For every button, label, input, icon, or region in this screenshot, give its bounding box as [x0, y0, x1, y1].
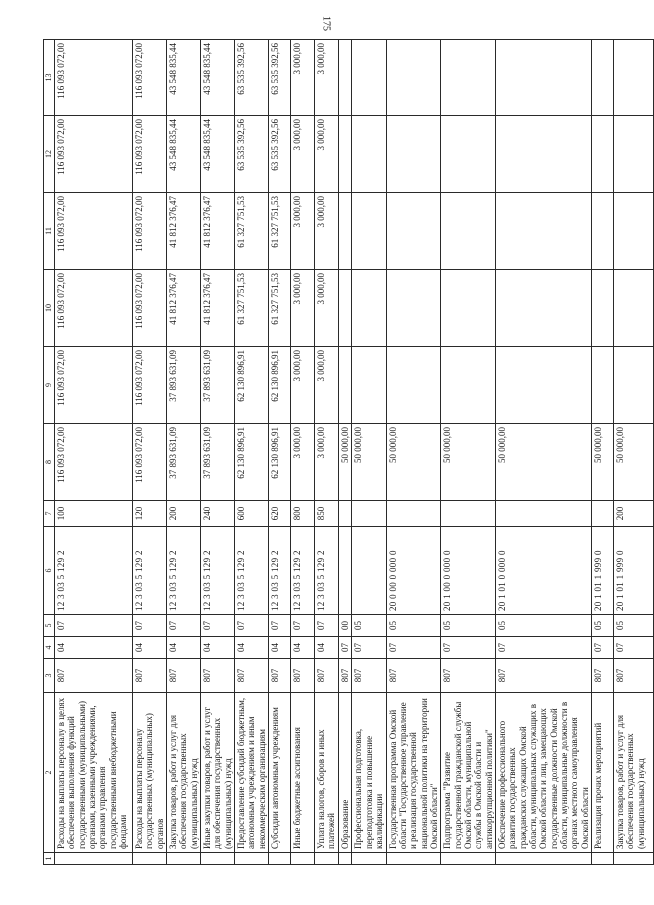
cell-c8: 50 000,00 [614, 424, 654, 501]
row-index-cell [133, 853, 167, 865]
cell-c7 [339, 501, 352, 527]
cell-c9: 62 130 896,91 [269, 347, 291, 424]
cell-c6: 12 3 03 5 129 2 [315, 527, 339, 615]
cell-c3: 807 [592, 659, 614, 693]
row-name-cell: Расходы на выплаты персоналу в целях обеспечения выполнения функций государственными (муниципальными) органами, казенными учреждениями, органами управления государственными внебюджетными фондами [55, 693, 133, 853]
cell-c5: 05 [441, 615, 496, 637]
cell-c12 [614, 116, 654, 193]
rotated-table-container [43, 40, 646, 865]
cell-c12: 43 548 835,44 [167, 116, 201, 193]
table-row [315, 40, 339, 865]
cell-c13 [592, 40, 614, 116]
cell-c3: 807 [269, 659, 291, 693]
cell-c9 [352, 347, 386, 424]
cell-c12: 116 093 072,00 [133, 116, 167, 193]
cell-c10 [592, 270, 614, 347]
row-index-cell [352, 853, 386, 865]
cell-c8: 50 000,00 [592, 424, 614, 501]
cell-c7 [386, 501, 441, 527]
row-index-cell [235, 853, 269, 865]
row-name-cell: Расходы на выплаты персоналу государственных (муниципальных) органов [133, 693, 167, 853]
cell-c6: 12 3 03 5 129 2 [269, 527, 291, 615]
cell-c5: 05 [592, 615, 614, 637]
column-header: 6 [44, 527, 55, 615]
cell-c13 [352, 40, 386, 116]
cell-c3: 807 [386, 659, 441, 693]
cell-c10: 61 327 751,53 [269, 270, 291, 347]
column-header: 9 [44, 347, 55, 424]
cell-c7: 240 [201, 501, 235, 527]
cell-c12 [441, 116, 496, 193]
cell-c8: 62 130 896,91 [235, 424, 269, 501]
cell-c11: 41 812 376,47 [167, 193, 201, 270]
row-index-cell [269, 853, 291, 865]
cell-c4: 07 [386, 637, 441, 659]
cell-c11: 61 327 751,53 [269, 193, 291, 270]
cell-c9 [386, 347, 441, 424]
cell-c12: 3 000,00 [291, 116, 315, 193]
cell-c3: 807 [339, 659, 352, 693]
row-name-cell: Закупка товаров, работ и услуг для обеспечения государственных (муниципальных) нужд [167, 693, 201, 853]
cell-c12: 3 000,00 [315, 116, 339, 193]
cell-c11 [352, 193, 386, 270]
cell-c9 [592, 347, 614, 424]
row-index-cell [495, 853, 591, 865]
row-index-cell [55, 853, 133, 865]
cell-c11: 61 327 751,53 [235, 193, 269, 270]
row-name-cell: Образование [339, 693, 352, 853]
cell-c13 [339, 40, 352, 116]
cell-c10 [495, 270, 591, 347]
column-header: 3 [44, 659, 55, 693]
cell-c8: 50 000,00 [441, 424, 496, 501]
cell-c5: 00 [339, 615, 352, 637]
column-header: 5 [44, 615, 55, 637]
cell-c8: 62 130 896,91 [269, 424, 291, 501]
cell-c13: 43 548 835,44 [167, 40, 201, 116]
row-index-cell [167, 853, 201, 865]
cell-c5: 07 [315, 615, 339, 637]
column-header: 11 [44, 193, 55, 270]
cell-c7: 850 [315, 501, 339, 527]
cell-c10 [614, 270, 654, 347]
cell-c8: 37 893 631,09 [201, 424, 235, 501]
row-name-cell: Субсидии автономным учреждениям [269, 693, 291, 853]
cell-c10 [441, 270, 496, 347]
cell-c8: 50 000,00 [495, 424, 591, 501]
table-body [44, 40, 654, 865]
cell-c4: 07 [495, 637, 591, 659]
cell-c12: 116 093 072,00 [55, 116, 133, 193]
cell-c4: 04 [235, 637, 269, 659]
table-row [291, 40, 315, 865]
cell-c12 [352, 116, 386, 193]
page-number: 175 [320, 16, 332, 31]
cell-c3: 807 [315, 659, 339, 693]
table-row [167, 40, 201, 865]
cell-c11: 116 093 072,00 [55, 193, 133, 270]
row-name-cell: Подпрограмма "Развитие государственной гражданской службы Омской области, муниципальной службы в Омской области и антикоррупционной политики" [441, 693, 496, 853]
cell-c11: 41 812 376,47 [201, 193, 235, 270]
cell-c12 [339, 116, 352, 193]
cell-c13: 63 535 392,56 [269, 40, 291, 116]
cell-c10: 3 000,00 [315, 270, 339, 347]
row-index-cell [386, 853, 441, 865]
table-row [614, 40, 654, 865]
cell-c8: 3 000,00 [291, 424, 315, 501]
cell-c9: 3 000,00 [315, 347, 339, 424]
cell-c6 [339, 527, 352, 615]
cell-c4: 07 [614, 637, 654, 659]
cell-c4: 07 [441, 637, 496, 659]
cell-c5: 05 [352, 615, 386, 637]
cell-c6 [352, 527, 386, 615]
cell-c7 [495, 501, 591, 527]
cell-c9 [495, 347, 591, 424]
row-index-cell [201, 853, 235, 865]
cell-c10 [386, 270, 441, 347]
cell-c4: 07 [339, 637, 352, 659]
cell-c4: 04 [315, 637, 339, 659]
cell-c6: 12 3 03 5 129 2 [167, 527, 201, 615]
cell-c6: 12 3 03 5 129 2 [133, 527, 167, 615]
cell-c13 [386, 40, 441, 116]
table-row [133, 40, 167, 865]
cell-c4: 04 [133, 637, 167, 659]
cell-c3: 807 [235, 659, 269, 693]
cell-c8: 50 000,00 [352, 424, 386, 501]
cell-c10: 116 093 072,00 [55, 270, 133, 347]
cell-c7: 800 [291, 501, 315, 527]
cell-c7: 120 [133, 501, 167, 527]
budget-table [43, 39, 654, 865]
cell-c3: 807 [201, 659, 235, 693]
cell-c11 [592, 193, 614, 270]
table-row [55, 40, 133, 865]
row-name-cell: Предоставление субсидий бюджетным, автономным учреждениям и иным некоммерческим организациям [235, 693, 269, 853]
cell-c7: 200 [614, 501, 654, 527]
cell-c11 [495, 193, 591, 270]
cell-c7 [352, 501, 386, 527]
column-header: 2 [44, 693, 55, 853]
header-row [44, 40, 55, 865]
row-name-cell: Реализация прочих мероприятий [592, 693, 614, 853]
column-header: 8 [44, 424, 55, 501]
cell-c10 [352, 270, 386, 347]
cell-c9: 3 000,00 [291, 347, 315, 424]
cell-c10: 41 812 376,47 [167, 270, 201, 347]
cell-c6: 12 3 03 5 129 2 [291, 527, 315, 615]
cell-c6: 20 1 01 1 999 0 [614, 527, 654, 615]
table-row [269, 40, 291, 865]
cell-c12: 43 548 835,44 [201, 116, 235, 193]
cell-c5: 05 [495, 615, 591, 637]
cell-c11 [339, 193, 352, 270]
column-header: 10 [44, 270, 55, 347]
cell-c13 [614, 40, 654, 116]
cell-c5: 05 [386, 615, 441, 637]
table-row [201, 40, 235, 865]
row-index-cell [315, 853, 339, 865]
cell-c13: 63 535 392,56 [235, 40, 269, 116]
cell-c5: 07 [201, 615, 235, 637]
cell-c9: 37 893 631,09 [201, 347, 235, 424]
cell-c6: 12 3 03 5 129 2 [55, 527, 133, 615]
cell-c3: 807 [352, 659, 386, 693]
cell-c10: 3 000,00 [291, 270, 315, 347]
cell-c5: 05 [614, 615, 654, 637]
table-row [592, 40, 614, 865]
row-index-cell [614, 853, 654, 865]
cell-c9 [614, 347, 654, 424]
cell-c10: 116 093 072,00 [133, 270, 167, 347]
cell-c4: 04 [269, 637, 291, 659]
column-header: 7 [44, 501, 55, 527]
cell-c13: 116 093 072,00 [133, 40, 167, 116]
table-row [495, 40, 591, 865]
cell-c3: 807 [55, 659, 133, 693]
cell-c3: 807 [614, 659, 654, 693]
cell-c8: 50 000,00 [386, 424, 441, 501]
cell-c8: 50 000,00 [339, 424, 352, 501]
cell-c9 [441, 347, 496, 424]
cell-c13: 3 000,00 [315, 40, 339, 116]
cell-c5: 07 [235, 615, 269, 637]
cell-c13: 116 093 072,00 [55, 40, 133, 116]
column-header: 13 [44, 40, 55, 116]
cell-c3: 807 [167, 659, 201, 693]
cell-c5: 07 [133, 615, 167, 637]
row-name-cell: Закупка товаров, работ и услуг для обеспечения государственных (муниципальных) нужд [614, 693, 654, 853]
cell-c13: 43 548 835,44 [201, 40, 235, 116]
cell-c12: 63 535 392,56 [235, 116, 269, 193]
column-header: 4 [44, 637, 55, 659]
cell-c9: 62 130 896,91 [235, 347, 269, 424]
cell-c8: 37 893 631,09 [167, 424, 201, 501]
cell-c12 [386, 116, 441, 193]
cell-c11: 116 093 072,00 [133, 193, 167, 270]
cell-c11: 3 000,00 [291, 193, 315, 270]
cell-c9: 116 093 072,00 [55, 347, 133, 424]
cell-c10 [339, 270, 352, 347]
cell-c7: 600 [235, 501, 269, 527]
cell-c3: 807 [291, 659, 315, 693]
table-row [352, 40, 386, 865]
cell-c11: 3 000,00 [315, 193, 339, 270]
table-row [235, 40, 269, 865]
cell-c7 [441, 501, 496, 527]
cell-c8: 116 093 072,00 [55, 424, 133, 501]
column-header: 12 [44, 116, 55, 193]
row-index-cell [441, 853, 496, 865]
cell-c7 [592, 501, 614, 527]
cell-c6: 20 1 01 1 999 0 [592, 527, 614, 615]
cell-c6: 12 3 03 5 129 2 [235, 527, 269, 615]
cell-c11 [441, 193, 496, 270]
cell-c4: 04 [291, 637, 315, 659]
cell-c4: 07 [592, 637, 614, 659]
cell-c13 [441, 40, 496, 116]
cell-c5: 07 [55, 615, 133, 637]
table-row [441, 40, 496, 865]
row-name-cell: Иные бюджетные ассигнования [291, 693, 315, 853]
row-name-cell: Иные закупки товаров, работ и услуг для обеспечения государственных (муниципальных) нужд [201, 693, 235, 853]
row-index-cell [592, 853, 614, 865]
column-header: 1 [44, 853, 55, 865]
cell-c9 [339, 347, 352, 424]
row-name-cell: Профессиональная подготовка, переподготовка и повышение квалификации [352, 693, 386, 853]
cell-c8: 116 093 072,00 [133, 424, 167, 501]
cell-c13: 3 000,00 [291, 40, 315, 116]
cell-c9: 116 093 072,00 [133, 347, 167, 424]
cell-c6: 20 1 00 0 000 0 [441, 527, 496, 615]
cell-c3: 807 [441, 659, 496, 693]
cell-c12 [592, 116, 614, 193]
cell-c3: 807 [495, 659, 591, 693]
cell-c4: 04 [167, 637, 201, 659]
row-index-cell [291, 853, 315, 865]
cell-c3: 807 [133, 659, 167, 693]
cell-c4: 07 [352, 637, 386, 659]
cell-c5: 07 [167, 615, 201, 637]
cell-c6: 20 0 00 0 000 0 [386, 527, 441, 615]
cell-c6: 12 3 03 5 129 2 [201, 527, 235, 615]
row-index-cell [339, 853, 352, 865]
table-row [339, 40, 352, 865]
cell-c7: 620 [269, 501, 291, 527]
cell-c13 [495, 40, 591, 116]
cell-c7: 200 [167, 501, 201, 527]
cell-c9: 37 893 631,09 [167, 347, 201, 424]
cell-c11 [386, 193, 441, 270]
row-name-cell: Уплата налогов, сборов и иных платежей [315, 693, 339, 853]
cell-c11 [614, 193, 654, 270]
cell-c7: 100 [55, 501, 133, 527]
cell-c12 [495, 116, 591, 193]
cell-c6: 20 1 01 0 000 0 [495, 527, 591, 615]
cell-c8: 3 000,00 [315, 424, 339, 501]
cell-c4: 04 [55, 637, 133, 659]
cell-c10: 41 812 376,47 [201, 270, 235, 347]
cell-c5: 07 [291, 615, 315, 637]
table-row [386, 40, 441, 865]
cell-c5: 07 [269, 615, 291, 637]
cell-c10: 61 327 751,53 [235, 270, 269, 347]
cell-c12: 63 535 392,56 [269, 116, 291, 193]
row-name-cell: Государственная программа Омской области "Государственное управление и реализация государственной национальной политики на территории Омской области" [386, 693, 441, 853]
cell-c4: 04 [201, 637, 235, 659]
row-name-cell: Обеспечение профессионального развития государственных гражданских служащих Омской области, муниципальных служащих в Омской области и лиц, замещающих государственные должности Омской области, муниципальные должности в органах местного самоуправления Омской области [495, 693, 591, 853]
